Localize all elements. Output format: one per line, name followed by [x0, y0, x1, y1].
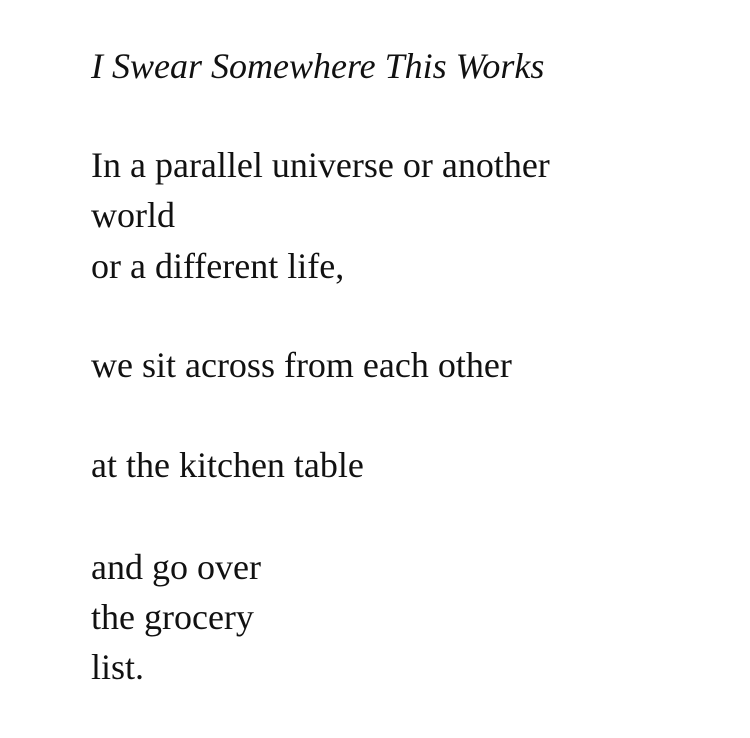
poem-line: or a different life,: [91, 246, 345, 286]
poem-title: I Swear Somewhere This Works: [91, 46, 545, 86]
poem-line: at the kitchen table: [91, 445, 364, 485]
poem-line: world: [91, 195, 175, 235]
poem-line: In a parallel universe or another: [91, 145, 550, 185]
poem-line: the grocery: [91, 597, 254, 637]
poem-line: we sit across from each other: [91, 345, 512, 385]
poem-line: and go over: [91, 547, 261, 587]
poem-line: list.: [91, 647, 145, 687]
